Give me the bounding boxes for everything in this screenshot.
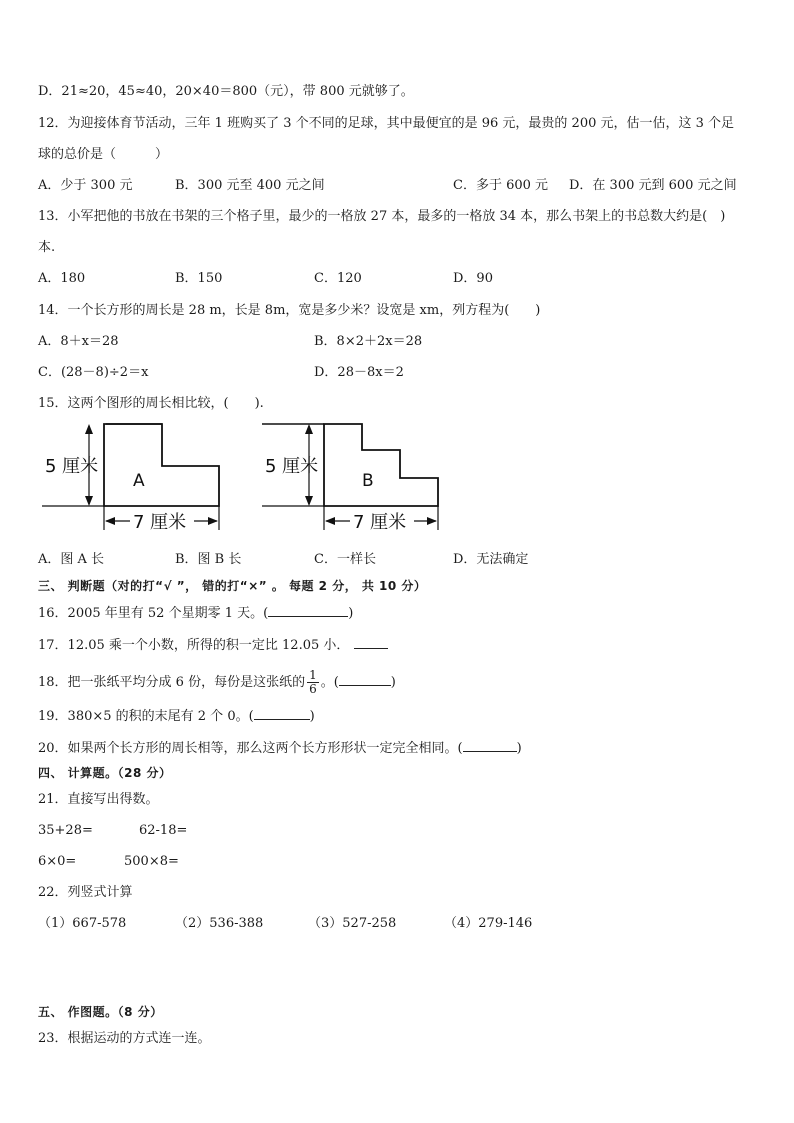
q15-option-c[interactable]: C．一样长 [314,552,376,567]
q16-answer-blank[interactable] [268,604,348,617]
q21-item-3: 6×0= [38,854,77,869]
q14-option-c[interactable]: C．(28－8)÷2＝x [38,365,149,380]
figure-a-arrow-left [105,517,115,525]
section4-heading: 四、 计算题。（28 分） [38,766,172,780]
figure-a-arrow-up [85,424,93,434]
q18-answer-blank[interactable] [339,673,391,686]
q15-option-d[interactable]: D．无法确定 [453,552,529,567]
q12-option-c[interactable]: C．多于 600 元 [453,178,549,193]
q12-option-a[interactable]: A．少于 300 元 [38,178,133,193]
figure-b-shape [324,424,438,506]
q13-option-c[interactable]: C．120 [314,271,362,286]
q14-option-d[interactable]: D．28－8x＝2 [314,365,404,380]
figure-a-width-label: 7 厘米 [133,512,187,533]
q20-answer-blank[interactable] [463,739,517,752]
q13-stem-line2: 本. [38,240,56,255]
figure-b-name: B [362,471,374,491]
section3-heading: 三、 判断题（对的打“√ ”， 错的打“×” 。 每题 2 分， 共 10 分） [38,579,427,593]
q21-item-4: 500×8= [124,854,179,869]
q13-stem-line1: 13．小军把他的书放在书架的三个格子里，最少的一格放 27 本，最多的一格放 34 本，那么书架上的书总数大约是( ) [38,209,726,224]
q18-close: ) [390,675,396,690]
figure-b-arrow-right [427,517,437,525]
q18 [38,668,396,698]
figure-b-arrow-left [325,517,335,525]
q22-item-4: （4）279-146 [444,916,533,931]
figure-b-arrow-down [305,496,313,506]
q18-text-before: 18．把一张纸平均分成 6 份，每份是这张纸的 [38,675,306,690]
figure-b-width-label: 7 厘米 [353,512,407,533]
q22-stem: 22．列竖式计算 [38,885,133,900]
q13-option-a[interactable]: A．180 [38,271,86,286]
q15-figure-a [42,418,232,538]
q15-option-b[interactable]: B．图 B 长 [175,552,242,567]
q19 [38,707,315,725]
q16-text: 16．2005 年里有 52 个星期零 1 天。( [38,606,269,621]
q20-close: ) [516,741,522,756]
q20 [38,739,522,757]
q18-frac-den: 6 [309,682,317,696]
q13-option-d[interactable]: D．90 [453,271,493,286]
q17-answer-blank[interactable] [354,636,388,649]
q16 [38,604,353,622]
q12-option-d[interactable]: D．在 300 元到 600 元之间 [569,178,737,193]
q14-option-a[interactable]: A．8＋x＝28 [38,334,119,349]
q21-stem: 21．直接写出得数。 [38,792,159,807]
figure-a-shape [104,424,219,506]
q17 [38,636,388,654]
q22-item-2: （2）536-388 [175,916,264,931]
section5-heading: 五、 作图题。（8 分） [38,1005,163,1019]
q22-item-1: （1）667-578 [38,916,127,931]
q16-close: ) [348,606,354,621]
q19-answer-blank[interactable] [254,707,310,720]
q19-text: 19．380×5 的积的末尾有 2 个 0。( [38,709,254,724]
q18-frac-num: 1 [309,668,317,682]
q22-item-3: （3）527-258 [308,916,397,931]
figure-a-arrow-right [208,517,218,525]
figure-a-name: A [133,471,145,491]
q14-option-b[interactable]: B．8×2＋2x＝28 [314,334,423,349]
q17-text: 17．12.05 乘一个小数，所得的积一定比 12.05 小． [38,638,350,653]
q12-stem-line2: 球的总价是（ ） [38,147,169,162]
q12-option-b[interactable]: B．300 元至 400 元之间 [175,178,325,193]
figure-a-height-label: 5 厘米 [45,456,99,477]
q15-option-a[interactable]: A．图 A 长 [38,552,105,567]
figure-b-height-label: 5 厘米 [265,456,319,477]
q11-option-d: D．21≈20，45≈40，20×40＝800（元），带 800 元就够了。 [38,84,414,99]
q18-fraction [307,669,319,696]
q23-stem: 23．根据运动的方式连一连。 [38,1031,211,1046]
q18-text-after: 。( [320,675,339,690]
q13-option-b[interactable]: B．150 [175,271,223,286]
q19-close: ) [309,709,315,724]
q20-text: 20．如果两个长方形的周长相等，那么这两个长方形形状一定完全相同。( [38,741,463,756]
q21-item-1: 35+28= [38,823,93,838]
q21-item-2: 62-18= [139,823,188,838]
q14-stem: 14．一个长方形的周长是 28 m，长是 8m，宽是多少米？设宽是 xm，列方程为( ) [38,303,541,318]
figure-a-arrow-down [85,496,93,506]
q15-stem: 15．这两个图形的周长相比较，( ). [38,396,264,411]
q15-figure-b [262,418,452,538]
figure-b-arrow-up [305,424,313,434]
q12-stem-line1: 12．为迎接体育节活动，三年 1 班购买了 3 个不同的足球，其中最便宜的是 96 元，最贵的 200 元，估一估，这 3 个足 [38,116,735,131]
